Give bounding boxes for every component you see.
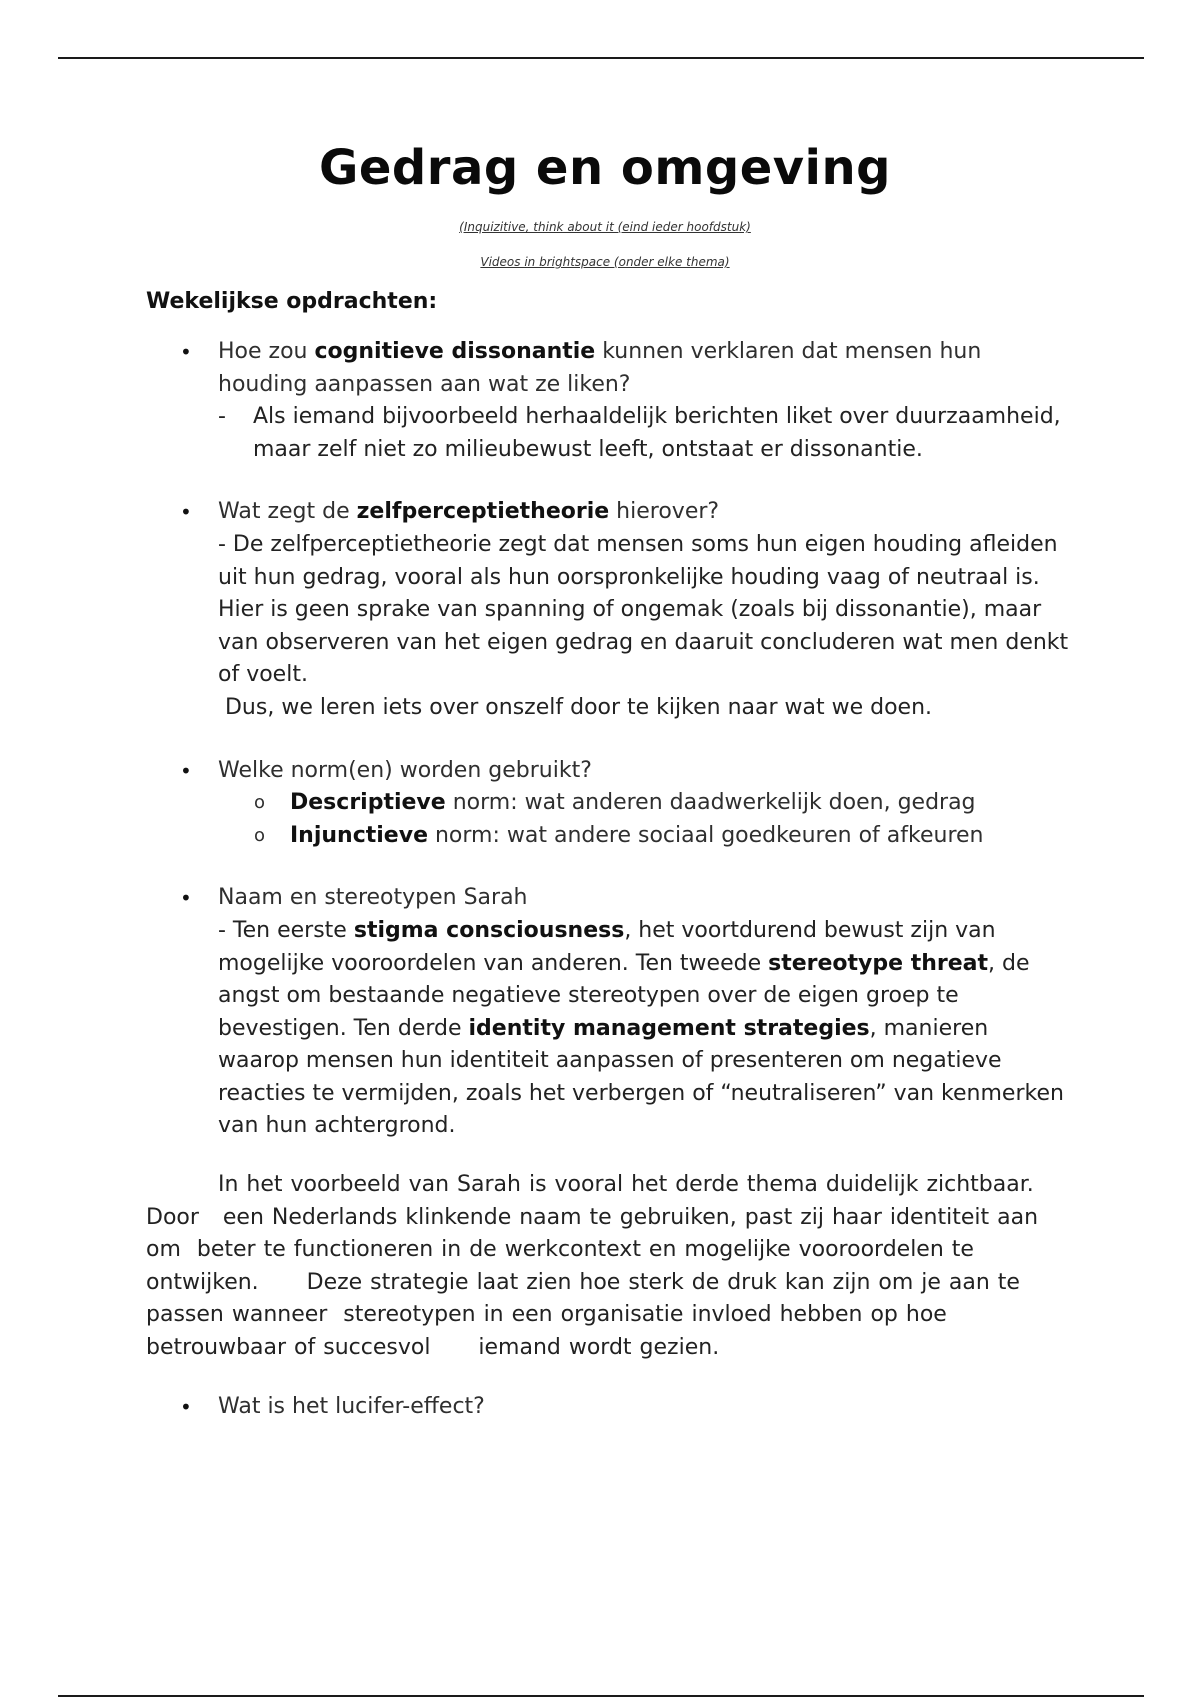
question-text: Wat zegt de zelfperceptietheorie hierover? bbox=[218, 499, 720, 525]
page-title: Gedrag en omgeving bbox=[318, 140, 892, 196]
bullet-icon: • bbox=[180, 500, 192, 525]
list-item-q5 bbox=[146, 1391, 1076, 1424]
answer-conclusion: Dus, we leren iets over onszelf door te kijken naar wat we doen. bbox=[218, 694, 933, 720]
list-item-q1 bbox=[146, 336, 1076, 466]
circle-marker-icon: o bbox=[254, 824, 266, 846]
list-item-q4 bbox=[146, 882, 1076, 1143]
spacer bbox=[146, 852, 1076, 882]
answer-text: - Ten eerste stigma consciousness, het voortdurend bewust zijn van mogelijke vooroordelen van anderen. Ten tweede stereotype threat, de angst om bestaande negatieve stereotypen over de eigen groep te bevestigen. Ten derde identity management strategies, manieren waarop mensen hun identiteit aanpassen of presenteren om negatieve reacties te vermijden, zoals het verbergen of “neutraliseren” van kenmerken van hun achtergrond. bbox=[218, 917, 1064, 1139]
norm-item-descriptive: o Descriptieve norm: wat anderen daadwerkelijk doen, gedrag bbox=[218, 787, 1076, 820]
note-videos: Videos in brightspace (onder elke thema) bbox=[480, 255, 730, 269]
sarah-paragraph: In het voorbeeld van Sarah is vooral het derde thema duidelijk zichtbaar. Door een Nederlands klinkende naam te gebruiken, past zij haar identiteit aan om beter te functioneren in de werkcontext en mogelijke vooroordelen te ontwijken. Deze strategie laat zien hoe sterk de druk kan zijn om je aan te passen wanneer stereotypen in een organisatie invloed hebben op hoe betrouwbaar of succesvol iemand wordt gezien. bbox=[146, 1172, 1047, 1361]
answer-text: - Als iemand bijvoorbeeld herhaaldelijk berichten liket over duurzaamheid, maar zelf niet zo milieubewust leeft, ontstaat er dissonantie. bbox=[218, 401, 1076, 466]
document-body bbox=[146, 336, 1076, 1423]
norm-item-injunctive: o Injunctieve norm: wat andere sociaal goedkeuren of afkeuren bbox=[218, 820, 1076, 853]
question-text: Naam en stereotypen Sarah bbox=[218, 885, 528, 911]
circle-marker-icon: o bbox=[254, 792, 266, 814]
spacer bbox=[146, 1365, 1076, 1391]
answer-text: - De zelfperceptietheorie zegt dat mensen soms hun eigen houding afleiden uit hun gedrag, vooral als hun oorspronkelijke houding vaag of neutraal is. Hier is geen sprake van spanning of ongemak (zoals bij dissonantie), maar van observeren van het eigen gedrag en daaruit concluderen wat men denkt of voelt. bbox=[218, 531, 1069, 688]
bullet-icon: • bbox=[180, 758, 192, 783]
question-text: Wat is het lucifer-effect? bbox=[218, 1393, 485, 1419]
bullet-icon: • bbox=[180, 1394, 192, 1419]
bullet-icon: • bbox=[180, 886, 192, 911]
top-rule bbox=[58, 57, 1144, 59]
spacer bbox=[146, 466, 1076, 496]
spacer bbox=[146, 725, 1076, 755]
dash-marker: - bbox=[218, 404, 226, 430]
question-text: Hoe zou cognitieve dissonantie kunnen verklaren dat mensen hun houding aanpassen aan wat ze liken? bbox=[218, 339, 982, 397]
list-item-q2 bbox=[146, 496, 1076, 724]
question-text: Welke norm(en) worden gebruikt? bbox=[218, 757, 592, 783]
bullet-icon: • bbox=[180, 340, 192, 364]
section-heading: Wekelijkse opdrachten: bbox=[146, 289, 438, 314]
list-item-q3 bbox=[146, 755, 1076, 853]
note-inquizitive: (Inquizitive, think about it (eind ieder hoofdstuk) bbox=[459, 220, 751, 234]
bottom-rule bbox=[58, 1695, 1144, 1697]
